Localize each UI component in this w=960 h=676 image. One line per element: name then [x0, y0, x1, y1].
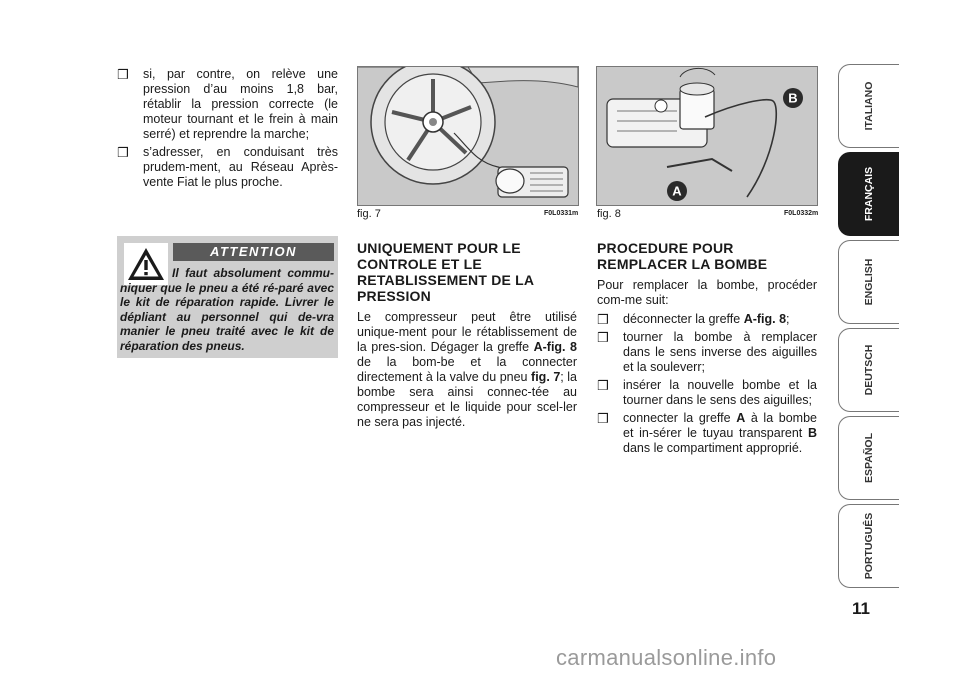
section-heading: PROCEDURE POUR REMPLACER LA BOMBE	[597, 240, 768, 272]
bullet-item	[117, 145, 338, 190]
warning-text: Il faut absolument commu-niquer que le pneu a été ré-paré avec le kit de réparation rapide. Livrer le dépliant au personnel qui de-vra manier le pneu traité avec le kit de réparation des pneus.	[120, 266, 334, 353]
language-tab-rail	[838, 64, 900, 589]
tab-english[interactable]: ENGLISH	[838, 240, 899, 324]
site-watermark[interactable]: carmanualsonline.info	[556, 645, 777, 670]
checkbox-bullet-icon: ❒	[117, 67, 129, 82]
figure-reference: A-fig. 8	[533, 340, 577, 354]
checkbox-bullet-icon: ❒	[117, 145, 129, 160]
tab-italiano[interactable]: ITALIANO	[838, 64, 899, 148]
tyre-compressor-illustration	[358, 67, 578, 205]
middle-column	[357, 240, 577, 430]
intro-paragraph: Pour remplacer la bombe, procéder com-me suit:	[597, 278, 817, 307]
figure-8-image	[596, 66, 818, 206]
checkbox-bullet-icon: ❒	[597, 411, 609, 426]
bullet-text: si, par contre, on relève une pression d’au moins 1,8 bar, rétablir la pression correcte (le moteur tournant et le frein à main serré) et reprendre la marche;	[143, 67, 338, 141]
tab-espanol[interactable]: ESPAÑOL	[838, 416, 899, 500]
bullet-text: s’adresser, en conduisant très prudem-ment, au Réseau Après-vente Fiat le plus proche.	[143, 145, 338, 189]
left-column	[117, 67, 338, 193]
bullet-item	[117, 67, 338, 142]
tab-deutsch[interactable]: DEUTSCH	[838, 328, 899, 412]
bullet-item: ❒ insérer la nouvelle bombe et la tourner dans le sens des aiguilles;	[597, 378, 817, 407]
bullet-item: ❒ déconnecter la greffe A-fig. 8;	[597, 312, 790, 327]
figure-8-label: fig. 8	[597, 208, 621, 220]
bullet-item: ❒ connecter la greffe A à la bombe et in-sérer le tuyau transparent B dans le compartiment approprié.	[597, 411, 817, 455]
section-heading: UNIQUEMENT POUR LE CONTROLE ET LE RETABLISSEMENT DE LA PRESSION	[357, 240, 534, 304]
bullet-item: ❒ tourner la bombe à remplacer dans le sens inverse des aiguilles et la souleverr;	[597, 330, 817, 374]
right-column	[597, 240, 817, 459]
canister-replacement-illustration	[597, 67, 817, 205]
figure-7-code: F0L0331m	[544, 210, 579, 217]
figure-7-image	[357, 66, 579, 206]
tab-francais[interactable]: FRANÇAIS	[838, 152, 899, 236]
body-paragraph: Le compresseur peut être utilisé unique-ment pour le rétablissement de la pres-sion. Dégager la greffe A-fig. 8 de la bom-be et la connecter directement à la valve du pneu fig. 7; la bombe sera ainsi connec-tée au compresseur et le liquide pour scel-ler ne sera pas injecté.	[357, 310, 578, 429]
page-number: 11	[852, 599, 870, 618]
checkbox-bullet-icon: ❒	[597, 330, 609, 345]
figure-reference: fig. 7	[531, 370, 561, 384]
warning-title: ATTENTION	[173, 243, 334, 261]
figure-7-label: fig. 7	[357, 208, 381, 220]
tab-portugues[interactable]: PORTUGUÊS	[838, 504, 899, 588]
figure-8-code: F0L0332m	[784, 210, 819, 217]
callout-b-label: B	[788, 90, 798, 106]
callout-a-label: A	[672, 183, 682, 199]
checkbox-bullet-icon: ❒	[597, 312, 609, 327]
checkbox-bullet-icon: ❒	[597, 378, 609, 393]
